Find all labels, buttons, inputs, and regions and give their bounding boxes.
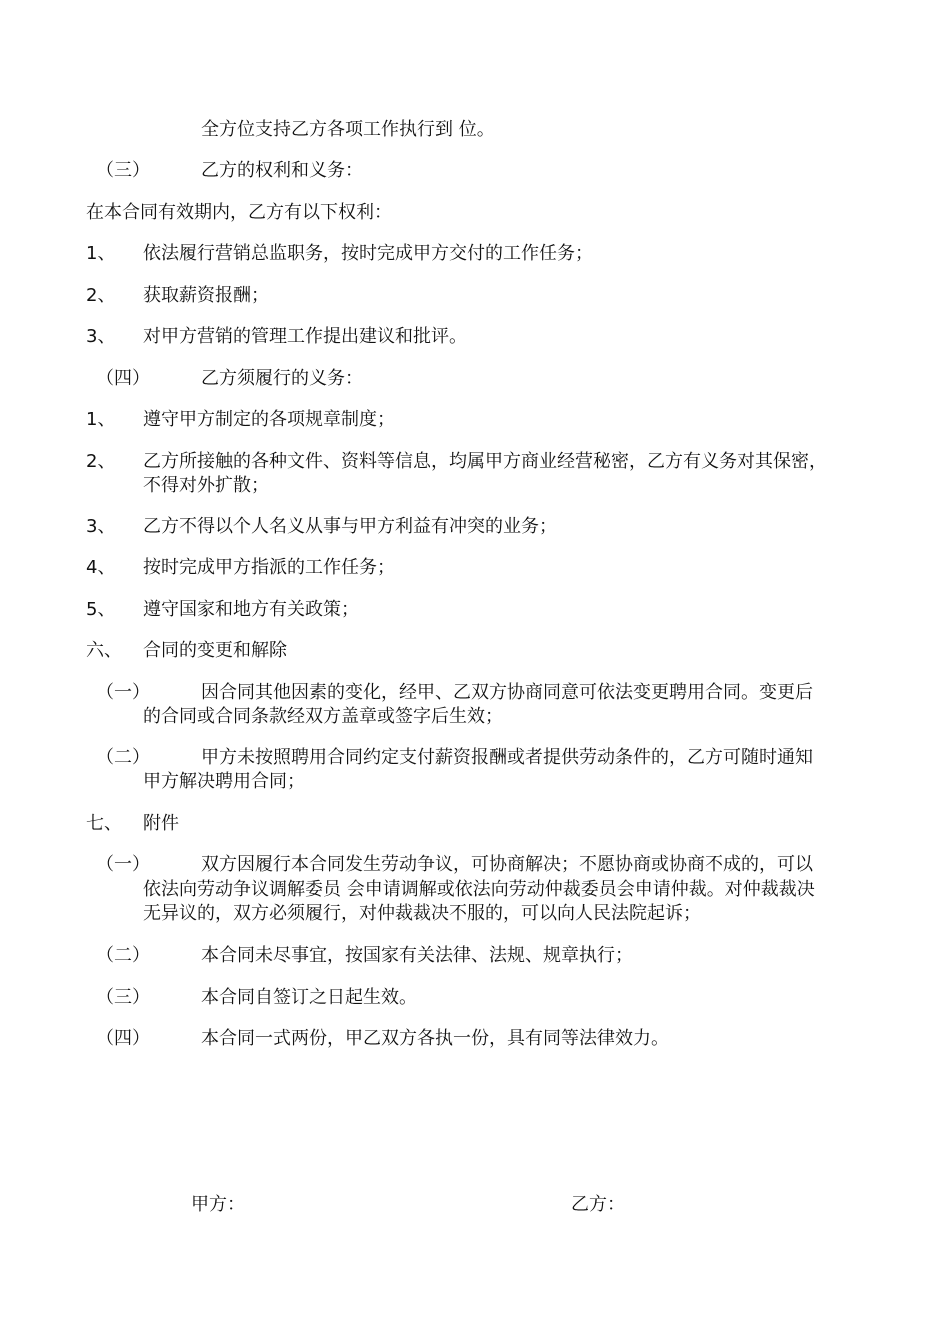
rights-item-3: 对甲方营销的管理工作提出建议和批评。 (143, 326, 467, 347)
duty-item-number-1: 1、 (86, 409, 116, 430)
attachment-item-1: 双方因履行本合同发生劳动争议，可协商解决；不愿协商或协商不成的，可以 (201, 854, 813, 875)
article-heading-attachment: 附件 (143, 813, 179, 834)
attachment-item-1-cont1: 依法向劳动争议调解委员 会申请调解或依法向劳动仲裁委员会申请仲裁。对仲裁裁决 (143, 879, 815, 900)
article-heading-change: 合同的变更和解除 (143, 640, 287, 661)
section-heading-obligations: 乙方须履行的义务： (201, 368, 363, 389)
attachment-item-1-cont2: 无异议的，双方必须履行，对仲裁裁决不服的，可以向人民法院起诉； (143, 903, 701, 924)
duty-item-5: 遵守国家和地方有关政策； (143, 599, 359, 620)
rights-item-number-2: 2、 (86, 285, 116, 306)
duty-item-4: 按时完成甲方指派的工作任务； (143, 557, 395, 578)
rights-item-number-3: 3、 (86, 326, 116, 347)
rights-item-2: 获取薪资报酬； (143, 285, 269, 306)
duty-item-number-2: 2、 (86, 451, 116, 472)
change-item-number-1: （一） (96, 682, 150, 703)
duty-item-number-4: 4、 (86, 557, 116, 578)
rights-item-1: 依法履行营销总监职务，按时完成甲方交付的工作任务； (143, 243, 593, 264)
article-number-7: 七、 (86, 813, 122, 834)
change-item-2-cont: 甲方解决聘用合同； (143, 771, 305, 792)
duty-item-2-cont: 不得对外扩散； (143, 475, 269, 496)
duty-item-number-3: 3、 (86, 516, 116, 537)
rights-item-number-1: 1、 (86, 243, 116, 264)
duty-item-2: 乙方所接触的各种文件、资料等信息，均属甲方商业经营秘密，乙方有义务对其保密， (143, 451, 827, 472)
change-item-1-cont: 的合同或合同条款经双方盖章或签字后生效； (143, 706, 503, 727)
attachment-item-number-1: （一） (96, 854, 150, 875)
change-item-2: 甲方未按照聘用合同约定支付薪资报酬或者提供劳动条件的，乙方可随时通知 (201, 747, 813, 768)
change-item-1: 因合同其他因素的变化，经甲、乙双方协商同意可依法变更聘用合同。变更后 (201, 682, 813, 703)
attachment-item-number-4: （四） (96, 1028, 150, 1049)
attachment-item-number-2: （二） (96, 945, 150, 966)
paragraph-support-line: 全方位支持乙方各项工作执行到 位。 (201, 119, 495, 140)
attachment-item-4: 本合同一式两份，甲乙双方各执一份，具有同等法律效力。 (201, 1028, 669, 1049)
article-number-6: 六、 (86, 640, 122, 661)
section-number-4: （四） (96, 368, 150, 389)
section-heading-rights-duties: 乙方的权利和义务： (201, 160, 363, 181)
rights-intro: 在本合同有效期内，乙方有以下权利： (86, 202, 392, 223)
section-number-3: （三） (96, 160, 150, 181)
attachment-item-2: 本合同未尽事宜，按国家有关法律、法规、规章执行； (201, 945, 633, 966)
attachment-item-3: 本合同自签订之日起生效。 (201, 987, 417, 1008)
signature-party-a: 甲方： (191, 1194, 245, 1215)
duty-item-number-5: 5、 (86, 599, 116, 620)
change-item-number-2: （二） (96, 747, 150, 768)
duty-item-3: 乙方不得以个人名义从事与甲方利益有冲突的业务； (143, 516, 557, 537)
signature-party-b: 乙方： (571, 1194, 625, 1215)
duty-item-1: 遵守甲方制定的各项规章制度； (143, 409, 395, 430)
attachment-item-number-3: （三） (96, 987, 150, 1008)
